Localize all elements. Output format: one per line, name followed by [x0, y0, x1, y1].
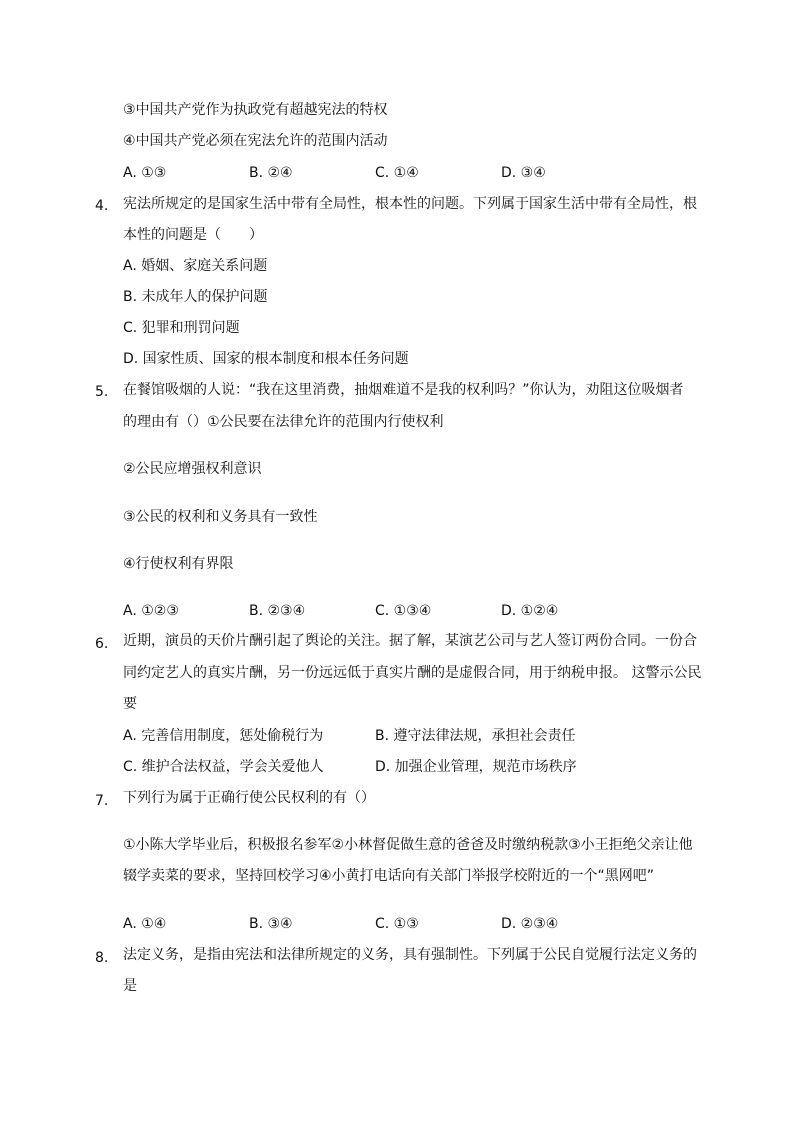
q3-option-a: A. ①③	[123, 165, 167, 181]
q7-option-a: A. ①④	[123, 916, 167, 932]
q5-option-c: C. ①③④	[375, 603, 432, 619]
q5-number: 5.	[95, 384, 109, 400]
q8-stem-line-2: 是	[123, 978, 137, 994]
q5-stem-line-2: 的理由有（）①公民要在法律允许的范围内行使权利	[123, 414, 444, 430]
q7-option-d: D. ②③④	[501, 916, 559, 932]
q6-number: 6.	[95, 636, 109, 652]
q5-option-d: D. ①②④	[501, 603, 559, 619]
q5-item-4: ④行使权利有界限	[123, 556, 234, 572]
q6-stem-line-2: 同约定艺人的真实片酬，另一份远远低于真实片酬的是虚假合同，用于纳税申报。 这警示公民	[123, 665, 702, 681]
q6-stem-line-3: 要	[123, 696, 137, 712]
q3-option-d: D. ③④	[501, 165, 546, 181]
q4-option-a: A. 婚姻、家庭关系问题	[123, 258, 268, 274]
q6-option-c: C. 维护合法权益，学会关爱他人	[123, 759, 324, 775]
q5-stem-line-1: 在餐馆吸烟的人说：“我在这里消费，抽烟难道不是我的权利吗？”你认为，劝阻这位吸烟者	[123, 382, 684, 398]
q7-number: 7.	[95, 793, 109, 809]
q8-stem-line-1: 法定义务，是指由宪法和法律所规定的义务，具有强制性。下列属于公民自觉履行法定义务的	[123, 947, 697, 963]
q7-items-line-2: 辍学卖菜的要求，坚持回校学习④小黄打电话向有关部门举报学校附近的一个“黑网吧”	[123, 868, 655, 884]
q6-option-d: D. 加强企业管理，规范市场秩序	[375, 759, 577, 775]
q7-option-c: C. ①③	[375, 916, 419, 932]
q4-option-d: D. 国家性质、国家的根本制度和根本任务问题	[123, 351, 409, 367]
q4-stem-line-2: 本性的问题是（ ）	[123, 227, 263, 243]
q5-option-a: A. ①②③	[123, 603, 179, 619]
q4-stem-line-1: 宪法所规定的是国家生活中带有全局性，根本性的问题。下列属于国家生活中带有全局性，根	[123, 196, 697, 212]
q4-option-b: B. 未成年人的保护问题	[123, 289, 268, 305]
q3-option-c: C. ①④	[375, 165, 419, 181]
q5-item-3: ③公民的权利和义务具有一致性	[123, 509, 318, 525]
q5-item-2: ②公民应增强权利意识	[123, 461, 262, 477]
q7-stem: 下列行为属于正确行使公民权利的有（）	[123, 790, 375, 806]
q5-option-b: B. ②③④	[249, 603, 306, 619]
q7-items-line-1: ①小陈大学毕业后，积极报名参军②小林督促做生意的爸爸及时缴纳税款③小王拒绝父亲让他	[123, 837, 693, 853]
q7-option-b: B. ③④	[249, 916, 293, 932]
q6-option-a: A. 完善信用制度，惩处偷税行为	[123, 728, 324, 744]
q3-item-3: ③中国共产党作为执政党有超越宪法的特权	[123, 102, 388, 118]
q6-stem-line-1: 近期，演员的天价片酬引起了舆论的关注。据了解，某演艺公司与艺人签订两份合同。一份合	[123, 633, 697, 649]
q6-option-b: B. 遵守法律法规，承担社会责任	[375, 728, 576, 744]
q8-number: 8.	[95, 950, 109, 966]
q4-option-c: C. 犯罪和刑罚问题	[123, 320, 240, 336]
q3-item-4: ④中国共产党必须在宪法允许的范围内活动	[123, 133, 388, 149]
q3-option-b: B. ②④	[249, 165, 293, 181]
q4-number: 4.	[95, 198, 109, 214]
